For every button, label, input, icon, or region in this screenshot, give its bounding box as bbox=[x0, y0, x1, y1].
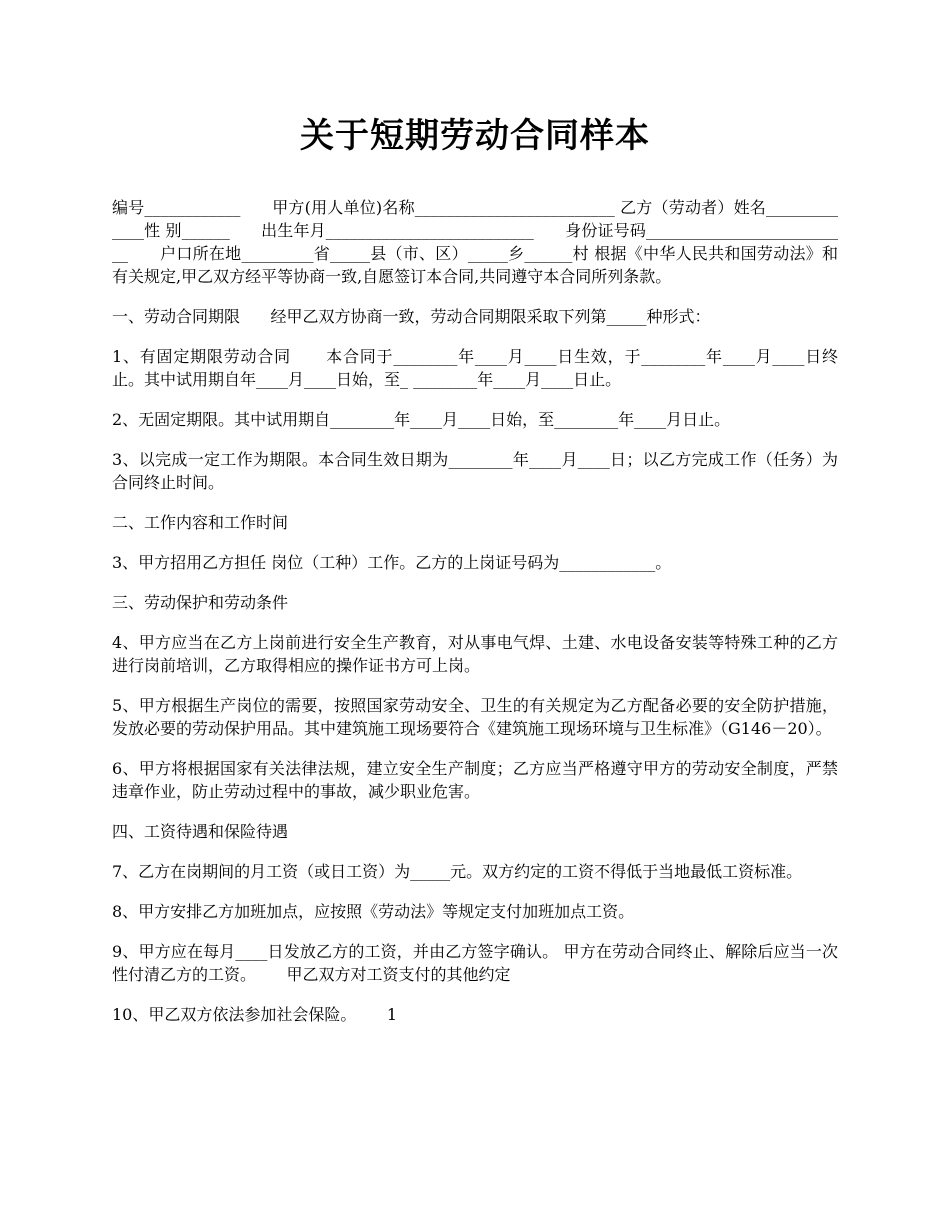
clause-8: 8、甲方安排乙方加班加点，应按照《劳动法》等规定支付加班加点工资。 bbox=[112, 902, 635, 921]
clause-7: 7、乙方在岗期间的月工资（或日工资）为_____元。双方约定的工资不得低于当地最低工资标准。 bbox=[112, 862, 803, 881]
section-2-heading: 二、工作内容和工作时间 bbox=[112, 513, 289, 532]
contract-header-fields: 编号____________ 甲方(用人单位)名称_________________________ 乙方（劳动者）姓名_____________性 别______ 出生年月__________________________ 身份证号码__________________________ 户口所在地_________省_____县（市、区）_____乡______村 根据《中华人民共和国劳动法》和有关规定,甲乙双方经平等协商一致,自愿签订本合同,共同遵守本合同所列条款。 bbox=[112, 198, 838, 286]
clause-1: 1、有固定期限劳动合同 本合同于________年____月____日生效，于________年____月____日终止。其中试用期自年____月____日始，至_ ________年____月____日止。 bbox=[112, 347, 838, 389]
clause-3-term: 3、以完成一定工作为期限。本合同生效日期为________年____月____日；以乙方完成工作（任务）为合同终止时间。 bbox=[112, 450, 838, 492]
clause-5: 5、甲方根据生产岗位的需要，按照国家劳动安全、卫生的有关规定为乙方配备必要的安全防护措施，发放必要的劳动保护用品。其中建筑施工现场要符合《建筑施工现场环境与卫生标准》（G146－20）。 bbox=[112, 696, 838, 738]
section-4-heading: 四、工资待遇和保险待遇 bbox=[112, 822, 289, 841]
clause-10: 10、甲乙双方依法参加社会保险。 1 bbox=[112, 1005, 398, 1024]
section-3-heading: 三、劳动保护和劳动条件 bbox=[112, 593, 289, 612]
section-1-heading: 一、劳动合同期限 经甲乙双方协商一致，劳动合同期限采取下列第_____种形式： bbox=[112, 307, 711, 326]
clause-6: 6、甲方将根据国家有关法律法规，建立安全生产制度；乙方应当严格遵守甲方的劳动安全制度，严禁违章作业，防止劳动过程中的事故，减少职业危害。 bbox=[112, 759, 838, 801]
document-title: 关于短期劳动合同样本 bbox=[300, 116, 650, 156]
clause-2: 2、无固定期限。其中试用期自________年____月____日始，至________年____月日止。 bbox=[112, 410, 731, 429]
clause-3-position: 3、甲方招用乙方担任 岗位（工种）工作。乙方的上岗证号码为____________。 bbox=[112, 553, 672, 572]
clause-4: 4、甲方应当在乙方上岗前进行安全生产教育，对从事电气焊、土建、水电设备安装等特殊工种的乙方进行岗前培训，乙方取得相应的操作证书方可上岗。 bbox=[112, 633, 838, 675]
contract-header-block bbox=[112, 196, 838, 288]
clause-9: 9、甲方应在每月____日发放乙方的工资，并由乙方签字确认。 甲方在劳动合同终止、解除后应当一次性付清乙方的工资。 甲乙双方对工资支付的其他约定 bbox=[112, 942, 838, 984]
contract-body bbox=[112, 305, 838, 1026]
